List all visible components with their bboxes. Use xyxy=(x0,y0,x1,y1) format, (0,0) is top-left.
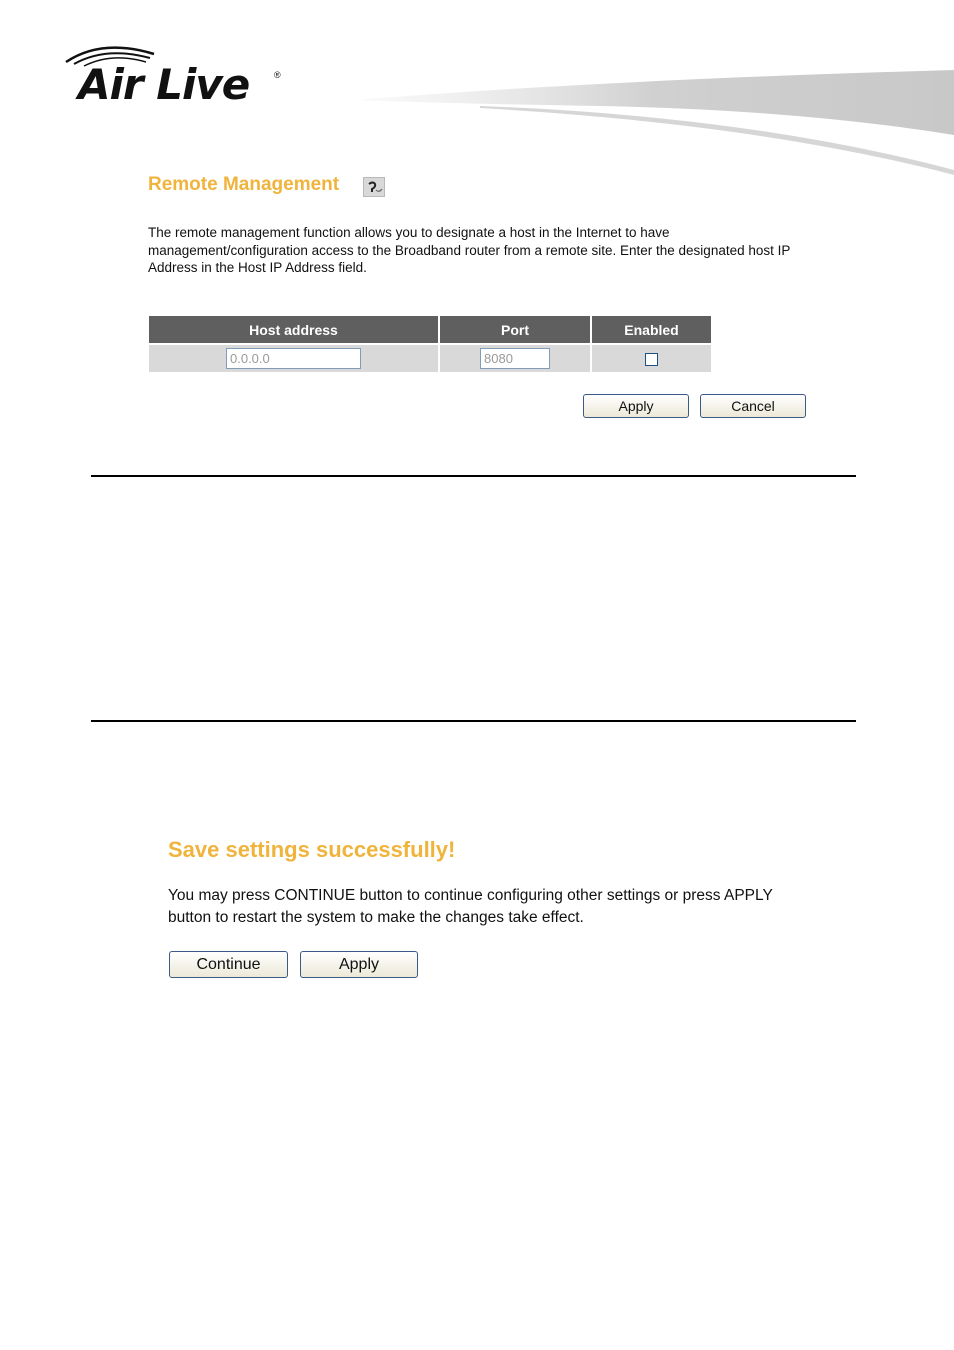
enabled-checkbox[interactable] xyxy=(645,353,658,366)
host-address-header: Host address xyxy=(149,316,439,344)
table-row xyxy=(149,344,711,372)
continue-button[interactable]: Continue xyxy=(169,951,288,978)
registered-mark: ® xyxy=(274,70,281,80)
remote-management-table xyxy=(149,316,711,372)
divider-top xyxy=(91,475,856,477)
port-input[interactable] xyxy=(480,348,550,369)
save-success-description: You may press CONTINUE button to continue configuring other settings or press APPLY button to restart the system to make the changes take effect. xyxy=(168,887,773,926)
header-swoosh-decoration xyxy=(0,60,954,190)
enabled-header: Enabled xyxy=(591,316,711,344)
divider-bottom xyxy=(91,720,856,722)
apply-restart-button[interactable]: Apply xyxy=(300,951,418,978)
remote-management-description: The remote management function allows you to designate a host in the Internet to have management/configuration access to the Broadband router from a remote site. Enter the designated host IP Address in the Host IP Address field. xyxy=(148,225,791,275)
host-address-cell xyxy=(149,344,439,372)
cancel-button[interactable]: Cancel xyxy=(700,394,806,418)
logo-text: Air Live xyxy=(78,60,250,109)
port-cell xyxy=(439,344,591,372)
host-address-input[interactable] xyxy=(226,348,361,369)
table-header-row xyxy=(149,316,711,344)
port-header: Port xyxy=(439,316,591,344)
remote-management-title: Remote Management xyxy=(148,174,340,195)
apply-button[interactable]: Apply xyxy=(583,394,689,418)
save-success-title: Save settings successfully! xyxy=(168,837,456,862)
help-icon[interactable] xyxy=(363,177,385,197)
enabled-cell xyxy=(591,344,711,372)
